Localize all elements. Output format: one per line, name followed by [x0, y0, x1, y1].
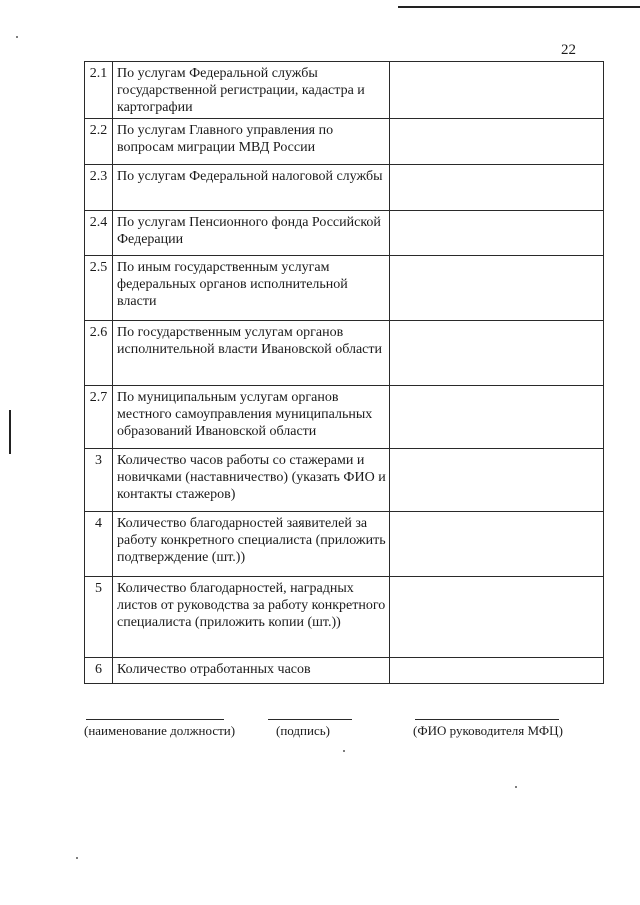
- row-number: 2.5: [85, 256, 113, 321]
- row-description: Количество благодарностей заявителей за работу конкретного специалиста (приложить подтверждение (шт.)): [113, 512, 390, 577]
- row-number: 4: [85, 512, 113, 577]
- row-description: По иным государственным услугам федеральных органов исполнительной власти: [113, 256, 390, 321]
- row-number: 2.7: [85, 386, 113, 449]
- row-description: По услугам Федеральной службы государственной регистрации, кадастра и картографии: [113, 62, 390, 119]
- row-description: Количество часов работы со стажерами и новичками (наставничество) (указать ФИО и контакты стажеров): [113, 449, 390, 512]
- table-row: [85, 62, 604, 119]
- scan-speck: [515, 786, 517, 788]
- scan-edge-line: [398, 6, 640, 8]
- position-caption: (наименование должности): [84, 723, 236, 738]
- row-number: 2.4: [85, 211, 113, 256]
- scan-margin-mark: [9, 410, 11, 454]
- row-description: По муниципальным услугам органов местного самоуправления муниципальных образований Ивановской области: [113, 386, 390, 449]
- row-description: По услугам Пенсионного фонда Российской Федерации: [113, 211, 390, 256]
- row-description: Количество отработанных часов: [113, 658, 390, 684]
- row-number: 6: [85, 658, 113, 684]
- page-number: 22: [561, 42, 576, 58]
- table-row: [85, 256, 604, 321]
- row-value-cell[interactable]: [390, 256, 604, 321]
- name-signature-line: [415, 719, 559, 720]
- row-value-cell[interactable]: [390, 62, 604, 119]
- table-row: [85, 658, 604, 684]
- row-number: 3: [85, 449, 113, 512]
- row-value-cell[interactable]: [390, 577, 604, 658]
- scan-speck: [343, 750, 345, 752]
- signature-caption: (подпись): [276, 723, 330, 738]
- table-row: [85, 386, 604, 449]
- signature-line: [268, 719, 352, 720]
- position-signature-line: [86, 719, 224, 720]
- row-number: 2.2: [85, 119, 113, 165]
- scan-speck: [76, 857, 78, 859]
- row-value-cell[interactable]: [390, 165, 604, 211]
- row-description: По государственным услугам органов исполнительной власти Ивановской области: [113, 321, 390, 386]
- row-value-cell[interactable]: [390, 119, 604, 165]
- table-row: [85, 119, 604, 165]
- row-value-cell[interactable]: [390, 211, 604, 256]
- row-value-cell[interactable]: [390, 321, 604, 386]
- table-row: [85, 449, 604, 512]
- row-number: 2.6: [85, 321, 113, 386]
- table-row: [85, 165, 604, 211]
- name-caption: (ФИО руководителя МФЦ): [413, 723, 563, 738]
- row-description: По услугам Федеральной налоговой службы: [113, 165, 390, 211]
- table-row: [85, 512, 604, 577]
- table-row: [85, 577, 604, 658]
- row-number: 5: [85, 577, 113, 658]
- table-row: [85, 321, 604, 386]
- row-description: По услугам Главного управления по вопросам миграции МВД России: [113, 119, 390, 165]
- row-value-cell[interactable]: [390, 658, 604, 684]
- row-value-cell[interactable]: [390, 449, 604, 512]
- indicators-table: [84, 61, 604, 684]
- row-number: 2.1: [85, 62, 113, 119]
- row-value-cell[interactable]: [390, 512, 604, 577]
- row-value-cell[interactable]: [390, 386, 604, 449]
- scan-speck: [16, 36, 18, 38]
- row-description: Количество благодарностей, наградных листов от руководства за работу конкретного специалиста (приложить копии (шт.)): [113, 577, 390, 658]
- row-number: 2.3: [85, 165, 113, 211]
- table-row: [85, 211, 604, 256]
